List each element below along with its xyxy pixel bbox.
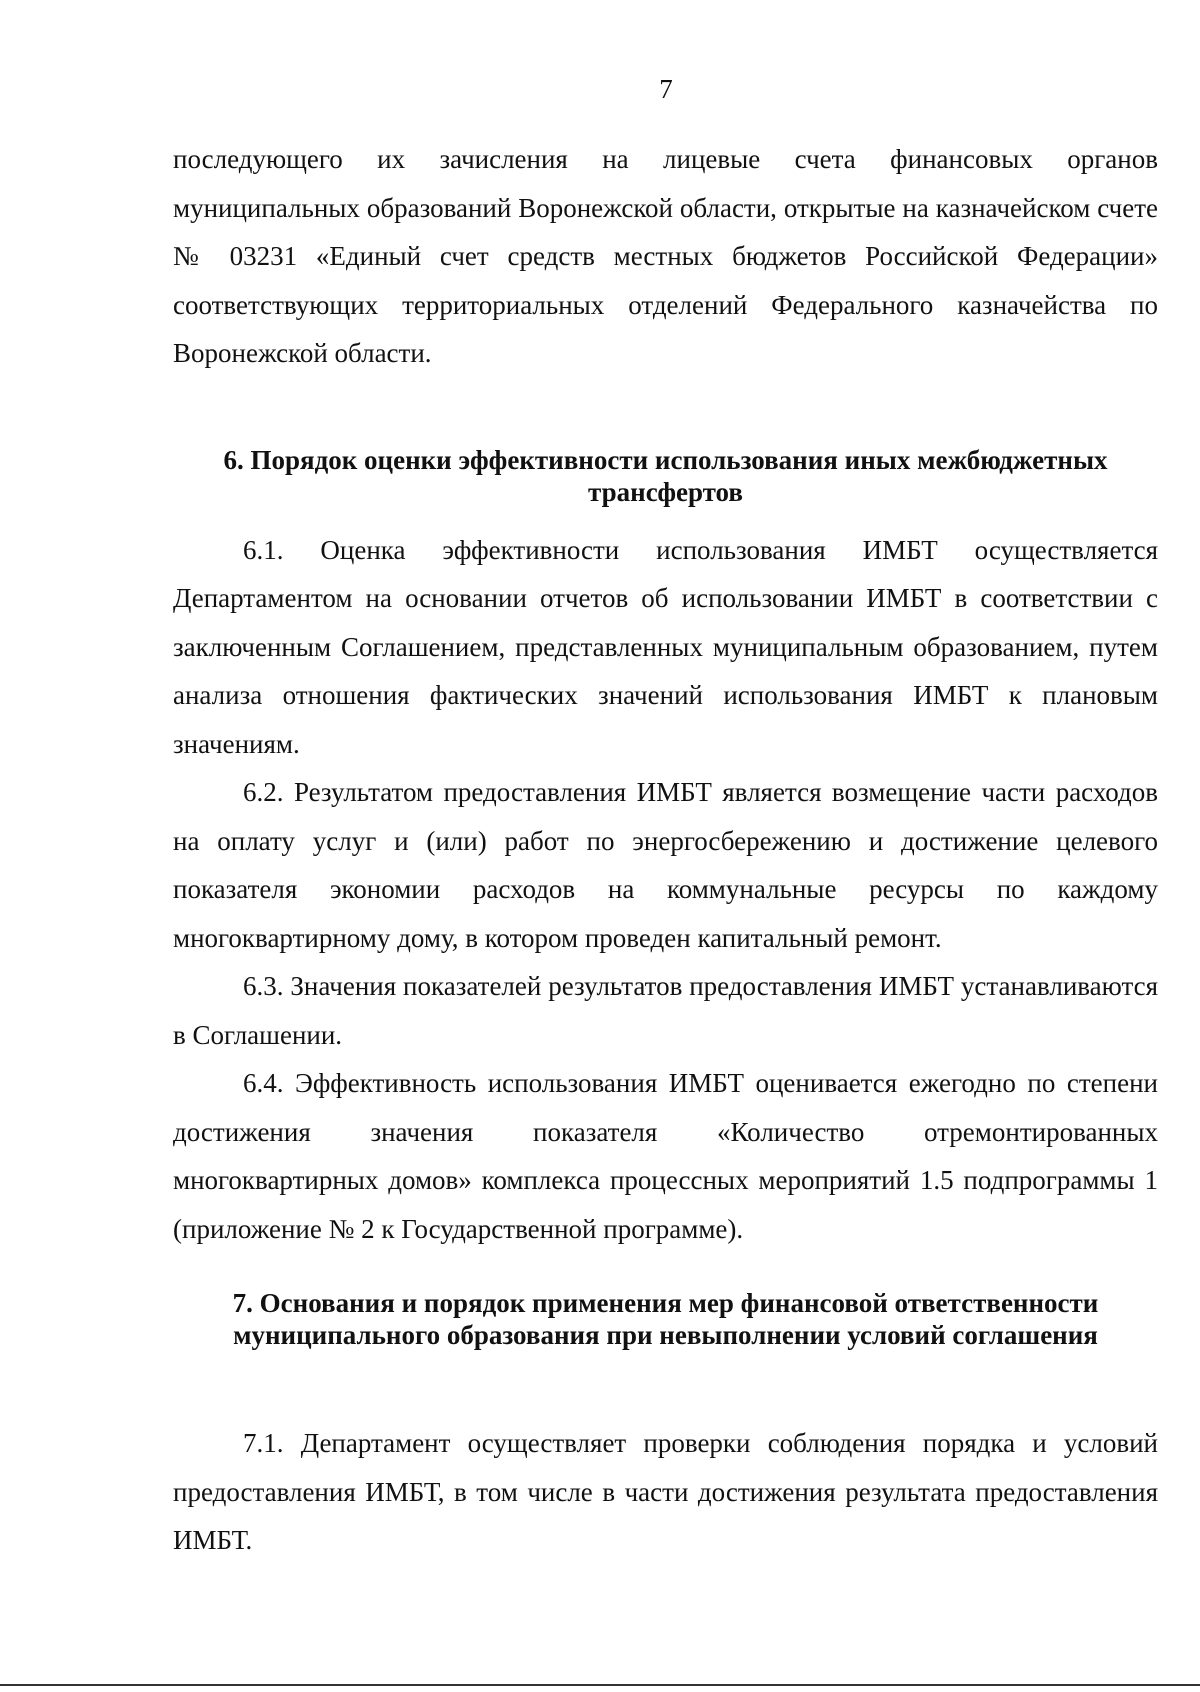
paragraph-continuation: последующего их зачисления на лицевые счета финансовых органов муниципальных образований Воронежской области, открытые на казначейском счете № 03231 «Единый счет средств местных бюджетов Российской Федерации» соответствующих территориальных отделений Федерального казначейства по Воронежской области.	[173, 144, 1158, 368]
section-6-heading: 6. Порядок оценки эффективности использования иных межбюджетных трансфертов	[223, 444, 1108, 507]
document-body	[173, 135, 1158, 1565]
bottom-rule	[0, 1684, 1200, 1686]
paragraph-6-4: 6.4. Эффективность использования ИМБТ оценивается ежегодно по степени достижения значения показателя «Количество отремонтированных многоквартирных домов» комплекса процессных мероприятий 1.5 подпрограммы 1 (приложение № 2 к Государственной программе).	[173, 1068, 1158, 1244]
paragraph-7-1: 7.1. Департамент осуществляет проверки соблюдения порядка и условий предоставления ИМБТ, в том числе в части достижения результата предоставления ИМБТ.	[173, 1428, 1158, 1555]
section-7-heading: 7. Основания и порядок применения мер финансовой ответственности муниципального образования при невыполнении условий соглашения	[232, 1288, 1099, 1350]
paragraph-6-2: 6.2. Результатом предоставления ИМБТ является возмещение части расходов на оплату услуг и (или) работ по энергосбережению и достижение целевого показателя экономии расходов на коммунальные ресурсы по каждому многоквартирному дому, в котором проведен капитальный ремонт.	[173, 777, 1158, 953]
paragraph-6-3: 6.3. Значения показателей результатов предоставления ИМБТ устанавливаются в Соглашении.	[173, 971, 1158, 1050]
page-number: 7	[659, 74, 673, 104]
paragraph-6-1: 6.1. Оценка эффективности использования ИМБТ осуществляется Департаментом на основании отчетов об использовании ИМБТ в соответствии с заключенным Соглашением, представленных муниципальным образованием, путем анализа отношения фактических значений использования ИМБТ к плановым значениям.	[173, 534, 1158, 759]
